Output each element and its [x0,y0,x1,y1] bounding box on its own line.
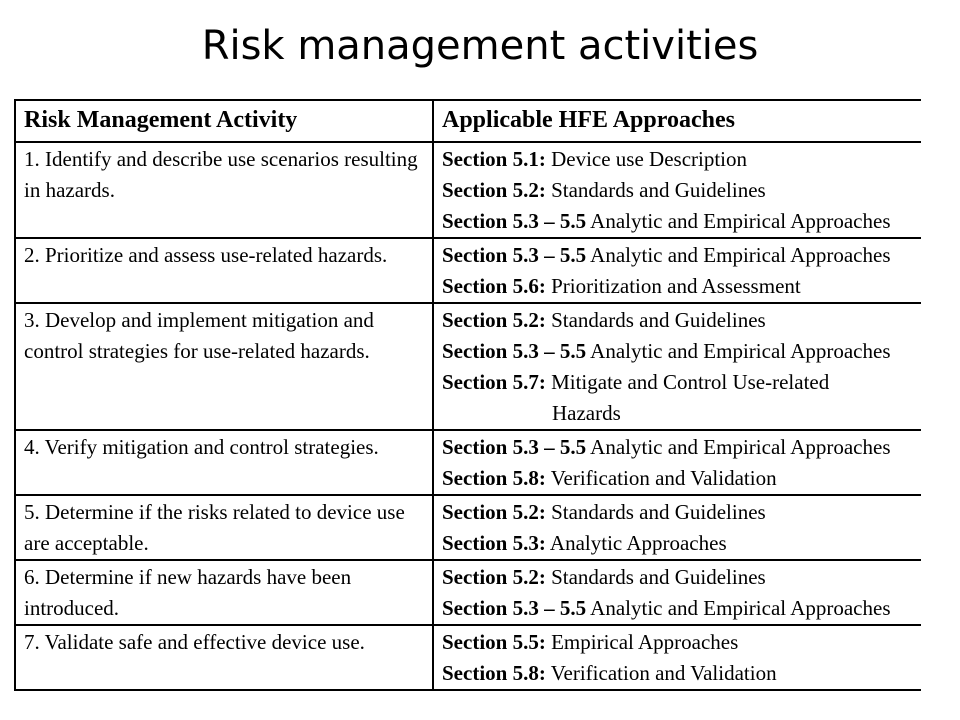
approach-line [442,528,921,559]
section-label: Section 5.3 – 5.5 [442,243,587,267]
activity-cell [15,560,433,625]
section-description: Analytic Approaches [545,531,727,555]
approach-line [442,336,921,367]
section-description: Empirical Approaches [545,630,739,654]
section-label: Section 5.8: [442,661,546,685]
approaches-cell [433,625,921,690]
activity-cell [15,625,433,690]
table-header-row [15,100,921,142]
section-description: Standards and Guidelines [545,500,766,524]
table-row [15,625,921,690]
section-description: Standards and Guidelines [545,178,766,202]
section-label: Section 5.3 – 5.5 [442,435,587,459]
section-label: Section 5.2: [442,500,546,524]
column-header-approaches: Applicable HFE Approaches [433,100,921,142]
section-description: Standards and Guidelines [545,565,766,589]
approach-line [442,175,921,206]
section-label: Section 5.1: [442,147,546,171]
section-description-continuation: Hazards [552,401,621,425]
section-label: Section 5.7: [442,370,546,394]
approach-line [442,562,921,593]
approach-line [442,305,921,336]
section-label: Section 5.3 – 5.5 [442,339,587,363]
activity-cell [15,142,433,238]
approach-line [442,206,921,237]
table-row [15,430,921,495]
approach-line [442,271,921,302]
table-row [15,238,921,303]
section-description: Verification and Validation [545,466,777,490]
approach-line [442,658,921,689]
section-label: Section 5.2: [442,308,546,332]
section-description: Analytic and Empirical Approaches [586,339,891,363]
section-description: Device use Description [545,147,748,171]
table-row [15,142,921,238]
section-description: Analytic and Empirical Approaches [586,243,891,267]
approach-line [442,240,921,271]
approaches-cell [433,560,921,625]
approach-line [442,432,921,463]
approach-line [442,627,921,658]
approach-line [442,367,921,398]
table-row [15,560,921,625]
activity-text: 7. Validate safe and effective device use. [24,630,365,654]
section-description: Analytic and Empirical Approaches [586,596,891,620]
section-label: Section 5.2: [442,178,546,202]
activity-text: 1. Identify and describe use scenarios resulting in hazards. [24,147,418,202]
section-description: Prioritization and Assessment [545,274,801,298]
approaches-cell [433,495,921,560]
section-label: Section 5.3: [442,531,546,555]
section-description: Standards and Guidelines [545,308,766,332]
column-header-activity: Risk Management Activity [15,100,433,142]
section-description: Verification and Validation [545,661,777,685]
table-row [15,303,921,430]
page-title: Risk management activities [201,23,759,69]
risk-management-table [14,99,921,691]
approaches-cell [433,142,921,238]
activity-cell [15,495,433,560]
activity-cell [15,430,433,495]
section-description: Mitigate and Control Use-related [545,370,830,394]
activity-text: 6. Determine if new hazards have been introduced. [24,565,352,620]
approach-line [442,593,921,624]
section-label: Section 5.3 – 5.5 [442,209,587,233]
section-label: Section 5.2: [442,565,546,589]
activity-cell [15,303,433,430]
approach-line [442,463,921,494]
section-description: Analytic and Empirical Approaches [586,209,891,233]
section-label: Section 5.8: [442,466,546,490]
section-label: Section 5.6: [442,274,546,298]
approach-line [442,497,921,528]
section-description: Analytic and Empirical Approaches [586,435,891,459]
approaches-cell [433,303,921,430]
activity-text: 2. Prioritize and assess use-related hazards. [24,243,388,267]
activity-text: 3. Develop and implement mitigation and control strategies for use-related hazards. [24,308,374,363]
section-label: Section 5.3 – 5.5 [442,596,587,620]
approach-line [442,144,921,175]
activity-text: 4. Verify mitigation and control strategies. [24,435,379,459]
section-label: Section 5.5: [442,630,546,654]
approaches-cell [433,238,921,303]
approaches-cell [433,430,921,495]
activity-cell [15,238,433,303]
activity-text: 5. Determine if the risks related to device use are acceptable. [24,500,405,555]
table-row [15,495,921,560]
